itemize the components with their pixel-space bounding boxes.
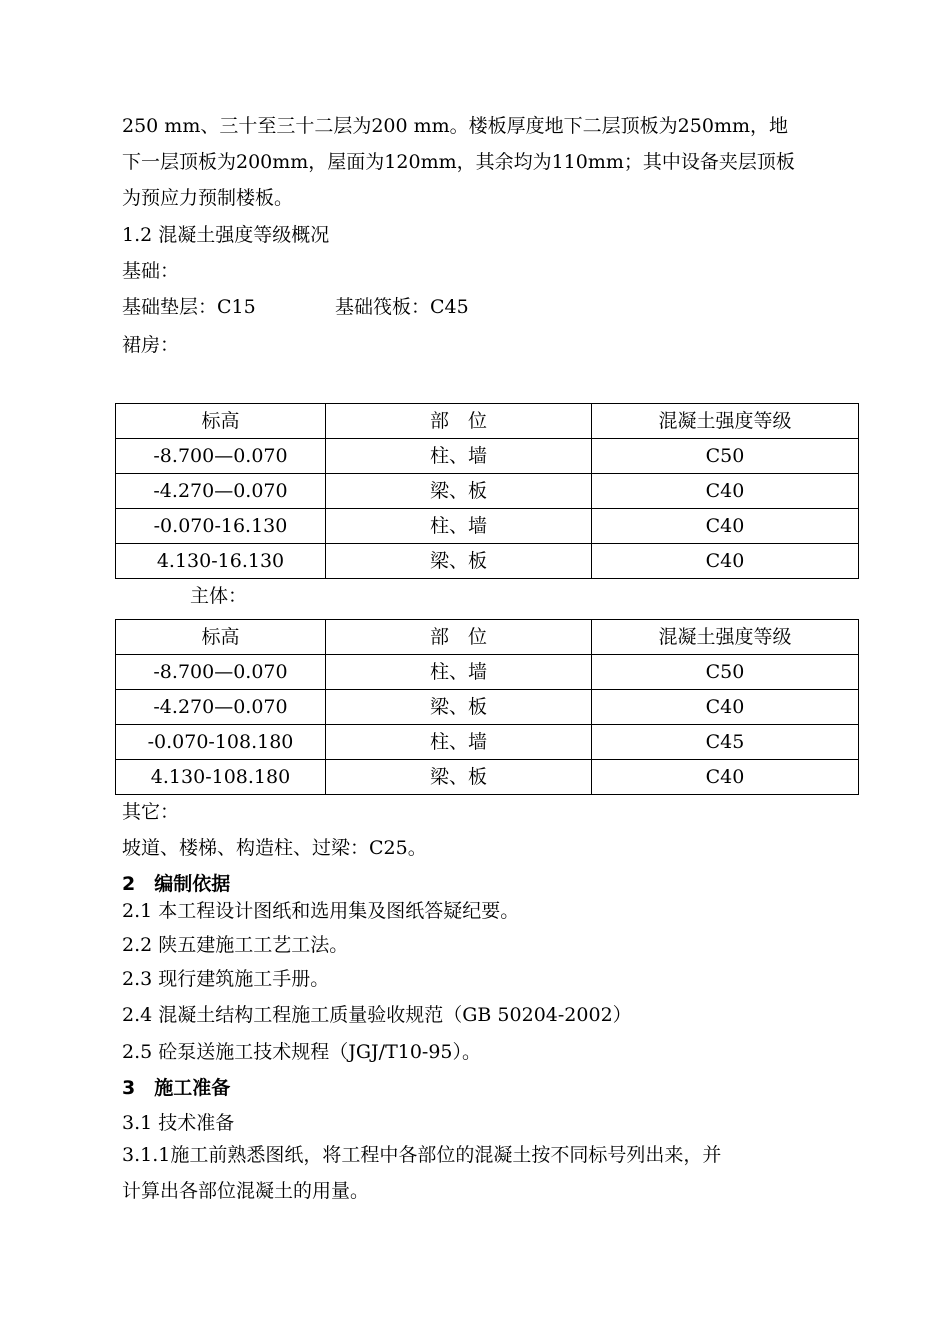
- cell-position: 梁、板: [326, 690, 592, 725]
- cell-position: 梁、板: [326, 544, 592, 579]
- cell-elevation: -4.270—0.070: [116, 474, 326, 509]
- cell-elevation: -8.700—0.070: [116, 655, 326, 690]
- cell-grade: C45: [592, 725, 859, 760]
- cell-position: 柱、墙: [326, 725, 592, 760]
- table-row: [116, 474, 859, 509]
- cell-grade: C40: [592, 544, 859, 579]
- cell-elevation: -4.270—0.070: [116, 690, 326, 725]
- table-row: [116, 725, 859, 760]
- header-grade: 混凝土强度等级: [592, 404, 859, 439]
- section-3-heading: 3 施工准备: [122, 1077, 231, 1099]
- header-elevation: 标高: [116, 620, 326, 655]
- cell-elevation: 4.130-16.130: [116, 544, 326, 579]
- podium-label: 裙房：: [122, 334, 180, 356]
- cell-position: 梁、板: [326, 760, 592, 795]
- others-text: 坡道、楼梯、构造柱、过梁：C25。: [122, 837, 427, 859]
- intro-line-1: 250 mm、三十至三十二层为200 mm。楼板厚度地下二层顶板为250mm，地: [122, 115, 788, 137]
- podium-strength-table: [115, 403, 859, 579]
- cell-grade: C40: [592, 509, 859, 544]
- section-3-1-1-line-1: 3.1.1施工前熟悉图纸，将工程中各部位的混凝土按不同标号列出来，并: [122, 1144, 722, 1166]
- cell-grade: C40: [592, 690, 859, 725]
- basis-item: 2.4 混凝土结构工程施工质量验收规范（GB 50204-2002）: [122, 1004, 632, 1026]
- main-label: 主体：: [190, 585, 248, 607]
- intro-line-3: 为预应力预制楼板。: [122, 187, 294, 209]
- foundation-raft: 基础筏板：C45: [335, 296, 469, 318]
- cell-elevation: -8.700—0.070: [116, 439, 326, 474]
- section-3-1-heading: 3.1 技术准备: [122, 1112, 235, 1134]
- cell-position: 柱、墙: [326, 509, 592, 544]
- cell-elevation: 4.130-108.180: [116, 760, 326, 795]
- table-row: [116, 509, 859, 544]
- basis-item: 2.1 本工程设计图纸和选用集及图纸答疑纪要。: [122, 900, 520, 922]
- header-grade: 混凝土强度等级: [592, 620, 859, 655]
- cell-grade: C50: [592, 655, 859, 690]
- table-header-row: [116, 404, 859, 439]
- cell-elevation: -0.070-16.130: [116, 509, 326, 544]
- cell-position: 柱、墙: [326, 439, 592, 474]
- others-label: 其它：: [122, 801, 180, 823]
- cell-grade: C40: [592, 760, 859, 795]
- section-1-2-heading: 1.2 混凝土强度等级概况: [122, 224, 330, 246]
- header-elevation: 标高: [116, 404, 326, 439]
- table-row: [116, 655, 859, 690]
- main-strength-table: [115, 619, 859, 795]
- cell-elevation: -0.070-108.180: [116, 725, 326, 760]
- basis-item: 2.5 砼泵送施工技术规程（JGJ/T10-95）。: [122, 1041, 482, 1063]
- header-position: 部 位: [326, 620, 592, 655]
- basis-item: 2.3 现行建筑施工手册。: [122, 968, 330, 990]
- cell-position: 柱、墙: [326, 655, 592, 690]
- table-row: [116, 544, 859, 579]
- table-row: [116, 690, 859, 725]
- table-row: [116, 760, 859, 795]
- cell-grade: C50: [592, 439, 859, 474]
- table-header-row: [116, 620, 859, 655]
- cell-position: 梁、板: [326, 474, 592, 509]
- basis-item: 2.2 陕五建施工工艺工法。: [122, 934, 349, 956]
- header-position: 部 位: [326, 404, 592, 439]
- foundation-cushion: 基础垫层：C15: [122, 296, 256, 318]
- section-3-1-1-line-2: 计算出各部位混凝土的用量。: [122, 1180, 370, 1202]
- section-2-heading: 2 编制依据: [122, 873, 231, 895]
- table-row: [116, 439, 859, 474]
- foundation-label: 基础：: [122, 260, 180, 282]
- intro-line-2: 下一层顶板为200mm，屋面为120mm，其余均为110mm；其中设备夹层顶板: [122, 151, 795, 173]
- cell-grade: C40: [592, 474, 859, 509]
